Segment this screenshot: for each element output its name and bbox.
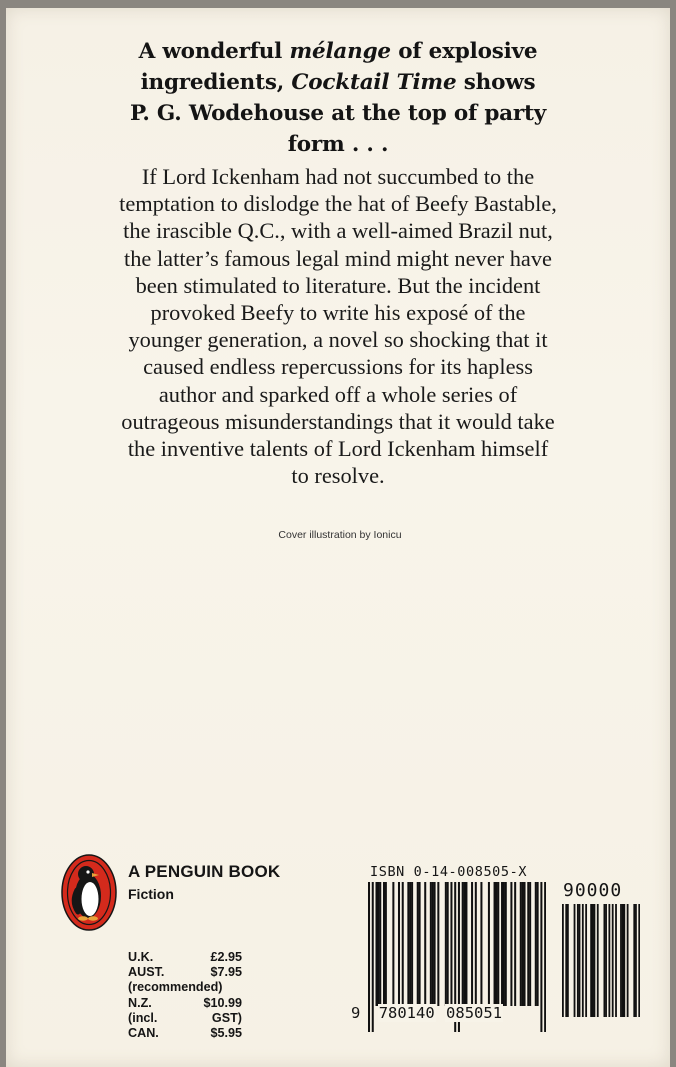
barcode-bar — [375, 882, 377, 1006]
barcode-addon-bar — [635, 904, 637, 1017]
barcode-bar — [417, 882, 419, 1006]
barcode-addon-bar — [562, 904, 564, 1017]
price-row — [128, 1026, 242, 1041]
barcode-bar — [514, 882, 516, 1006]
blurb-line: been stimulated to literature. But the incident — [135, 272, 541, 298]
barcode-addon-bar — [638, 904, 640, 1017]
barcode-bar — [407, 882, 409, 1006]
tagline-line-2: ingredients, Cocktail Time shows — [140, 70, 536, 95]
barcode-addon-bar — [622, 904, 624, 1017]
publisher-imprint — [128, 862, 280, 902]
barcode-addon — [562, 882, 640, 1017]
blurb-line: outrageous misunderstandings that it would take — [121, 408, 555, 434]
tagline — [0, 36, 676, 160]
barcode-bar — [495, 882, 497, 1006]
barcode-bar — [529, 882, 531, 1006]
price-value: $7.95 — [210, 965, 242, 980]
barcode-addon-bar — [582, 904, 584, 1017]
tagline-line-3: P. G. Wodehouse at the top of party — [129, 101, 547, 126]
price-value: £2.95 — [210, 950, 242, 964]
barcode-addon-bar — [574, 904, 576, 1017]
blurb-line: temptation to dislodge the hat of Beefy Bastable, — [119, 191, 557, 217]
barcode-bar — [494, 882, 496, 1006]
barcode-bar — [522, 882, 524, 1006]
ean-digits — [351, 1004, 503, 1022]
barcode-addon-bar — [590, 904, 592, 1017]
blurb-line: the inventive talents of Lord Ickenham himself — [127, 436, 549, 462]
tagline-line-1: A wonderful mélange of explosive — [138, 39, 538, 64]
barcode-bar — [527, 882, 529, 1006]
barcode-bar — [480, 882, 482, 1006]
barcode-bar — [419, 882, 421, 1006]
barcode-bar — [464, 882, 466, 1006]
barcode-addon-bar — [592, 904, 594, 1017]
barcode-addon-bar — [627, 904, 629, 1017]
ean-left-group: 780140 — [378, 1004, 435, 1022]
barcode-bar — [510, 882, 512, 1006]
barcode-bar — [450, 882, 452, 1006]
price-value: GST) — [211, 1010, 242, 1025]
penguin-logo-icon — [61, 854, 117, 931]
barcode-addon-bar — [612, 904, 614, 1017]
price-region: N.Z. — [128, 995, 152, 1010]
barcode-guard-bar — [540, 882, 542, 1032]
barcode-bar — [524, 882, 526, 1006]
barcode-bar — [432, 882, 434, 1006]
price-region: (incl. — [128, 1010, 158, 1025]
barcode-addon-bar — [615, 904, 617, 1017]
barcode-bar — [392, 882, 394, 1006]
blurb-line: caused endless repercussions for its hapless — [143, 354, 533, 380]
barcode-addon-bar — [594, 904, 596, 1017]
barcode-addon-bar — [577, 904, 579, 1017]
price-row — [128, 965, 242, 980]
price-row — [128, 950, 242, 965]
publisher-name: A PENGUIN BOOK — [128, 862, 281, 881]
price-value: $10.99 — [203, 995, 242, 1010]
price-region: U.K. — [128, 950, 154, 964]
barcode-addon-bar — [597, 904, 599, 1017]
barcode-bar — [462, 882, 464, 1006]
blurb-line: the latter’s famous legal mind might never have — [124, 245, 552, 271]
barcode-bar — [398, 882, 400, 1006]
barcode-addon-bar — [603, 904, 605, 1017]
barcode-bar — [445, 882, 447, 1006]
barcode-bar — [409, 882, 411, 1006]
barcode-bar — [411, 882, 413, 1006]
barcode-addon-bar — [605, 904, 607, 1017]
barcode-addon-bar — [620, 904, 622, 1017]
genre-label: Fiction — [128, 886, 174, 902]
barcode-addon-bar — [567, 904, 569, 1017]
blurb-line: the irascible Q.C., with a well-aimed Brazil nut, — [123, 218, 553, 244]
barcode-bar — [383, 882, 385, 1006]
barcode-bar — [430, 882, 432, 1006]
barcode-bar — [488, 882, 490, 1006]
price-list — [128, 950, 242, 1041]
blurb-line: provoked Beefy to write his exposé of the — [150, 300, 526, 326]
barcode-bar — [505, 882, 507, 1006]
tagline-line-4: form . . . — [287, 132, 389, 157]
barcode-addon-bar — [633, 904, 635, 1017]
price-region: AUST. — [128, 965, 165, 980]
barcode-addon-bar — [585, 904, 587, 1017]
price-value: $5.95 — [210, 1026, 242, 1041]
barcode-addon-bar — [579, 904, 581, 1017]
barcode-bar — [535, 882, 537, 1006]
price-row — [128, 980, 242, 995]
barcode-addon-bar — [608, 904, 610, 1017]
barcode-bar — [437, 882, 439, 1006]
blurb-line: author and sparked off a whole series of — [158, 381, 518, 407]
price-row — [128, 1011, 242, 1026]
price-row — [128, 996, 242, 1011]
barcode-addon-bar — [565, 904, 567, 1017]
barcode-addon-digits: 90000 — [563, 880, 623, 901]
barcode-bar — [447, 882, 449, 1006]
barcode-bar — [475, 882, 477, 1006]
barcode-bar — [385, 882, 387, 1006]
blurb-line: to resolve. — [291, 463, 385, 489]
blurb — [70, 163, 606, 489]
barcode-bar — [497, 882, 499, 1006]
blurb-line: younger generation, a novel so shocking that it — [128, 327, 548, 353]
price-region: CAN. — [128, 1026, 159, 1041]
isbn-label: ISBN 0-14-008505-X — [370, 864, 528, 880]
barcode-bar — [537, 882, 539, 1006]
barcode-bar — [520, 882, 522, 1006]
barcode-addon-bar — [623, 904, 625, 1017]
barcode-bar — [377, 882, 379, 1006]
barcode-bar — [471, 882, 473, 1006]
barcode-guard-bar — [544, 882, 546, 1032]
ean-right-group: 085051 — [446, 1004, 503, 1022]
ean-lead-digit: 9 — [351, 1004, 361, 1022]
barcode-bar — [501, 882, 503, 1006]
barcode-bar — [402, 882, 404, 1006]
barcode-bar — [503, 882, 505, 1006]
barcode-bar — [379, 882, 381, 1006]
barcode-bar — [434, 882, 436, 1006]
cover-credit: Cover illustration by Ionicu — [278, 529, 402, 541]
blurb-line: If Lord Ickenham had not succumbed to the — [141, 164, 535, 189]
price-region: (recommended) — [128, 980, 223, 995]
barcode-bar — [465, 882, 467, 1006]
barcode-bar — [424, 882, 426, 1006]
